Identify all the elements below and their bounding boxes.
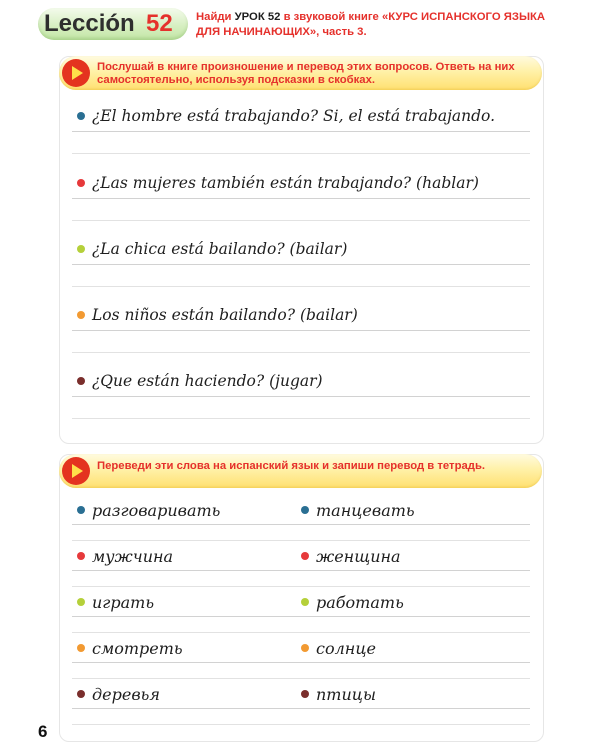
right-word-bullet (301, 644, 309, 652)
right-word: женщина (316, 547, 401, 566)
answer-line[interactable] (72, 418, 530, 419)
left-word-bullet (77, 552, 85, 560)
question-text: ¿La chica está bailando? (bailar) (92, 240, 348, 258)
answer-line[interactable] (72, 286, 530, 287)
page-number: 6 (38, 722, 48, 741)
answer-line[interactable] (72, 330, 530, 331)
answer-line[interactable] (72, 352, 530, 353)
left-word: играть (92, 593, 155, 612)
header-instruction-bold: УРОК 52 (234, 11, 281, 23)
question-bullet (77, 112, 85, 120)
right-word: птицы (316, 685, 376, 704)
question-text: ¿Que están haciendo? (jugar) (92, 372, 323, 390)
answer-line[interactable] (72, 570, 530, 571)
right-word: солнце (316, 639, 376, 658)
question-bullet (77, 311, 85, 319)
answer-line[interactable] (72, 724, 530, 725)
left-word-bullet (77, 690, 85, 698)
question-text: Los niños están bailando? (bailar) (92, 306, 358, 324)
right-word-bullet (301, 506, 309, 514)
play-icon (62, 457, 90, 485)
play-icon (62, 59, 90, 87)
answer-line[interactable] (72, 153, 530, 154)
question-bullet (77, 377, 85, 385)
left-word: смотреть (92, 639, 183, 658)
right-word-bullet (301, 598, 309, 606)
lesson-title: Lección (44, 10, 135, 37)
answer-line[interactable] (72, 616, 530, 617)
lesson-number: 52 (146, 10, 173, 37)
answer-line[interactable] (72, 131, 530, 132)
left-word: мужчина (92, 547, 174, 566)
left-word-bullet (77, 644, 85, 652)
header-instruction (196, 10, 556, 39)
left-word-bullet (77, 598, 85, 606)
answer-line[interactable] (72, 198, 530, 199)
right-word-bullet (301, 552, 309, 560)
answer-line[interactable] (72, 396, 530, 397)
left-word-bullet (77, 506, 85, 514)
left-word: деревья (92, 685, 160, 704)
header-instruction-part2: в звуковой книге «КУРС ИСПАНСКОГО ЯЗЫКА ДЛЯ НАЧИНАЮЩИХ», часть 3. (196, 11, 546, 38)
question-bullet (77, 179, 85, 187)
answer-line[interactable] (72, 632, 530, 633)
answer-line[interactable] (72, 264, 530, 265)
answer-line[interactable] (72, 662, 530, 663)
right-word: танцевать (316, 501, 415, 520)
answer-line[interactable] (72, 678, 530, 679)
answer-line[interactable] (72, 524, 530, 525)
answer-line[interactable] (72, 708, 530, 709)
left-word: разговаривать (92, 501, 221, 520)
question-text: ¿El hombre está trabajando? Si, el está trabajando. (92, 107, 496, 125)
right-word-bullet (301, 690, 309, 698)
question-text: ¿Las mujeres también están trabajando? (hablar) (92, 174, 479, 192)
answer-line[interactable] (72, 586, 530, 587)
questions-instruction: Послушай в книге произношение и перевод этих вопросов. Ответь на них самостоятельно, используя подсказки в скобках. (97, 61, 515, 86)
right-word: работать (316, 593, 404, 612)
words-instruction: Переведи эти слова на испанский язык и запиши перевод в тетрадь. (97, 460, 486, 472)
answer-line[interactable] (72, 540, 530, 541)
answer-line[interactable] (72, 220, 530, 221)
question-bullet (77, 245, 85, 253)
header-instruction-part1: Найди (196, 11, 235, 23)
